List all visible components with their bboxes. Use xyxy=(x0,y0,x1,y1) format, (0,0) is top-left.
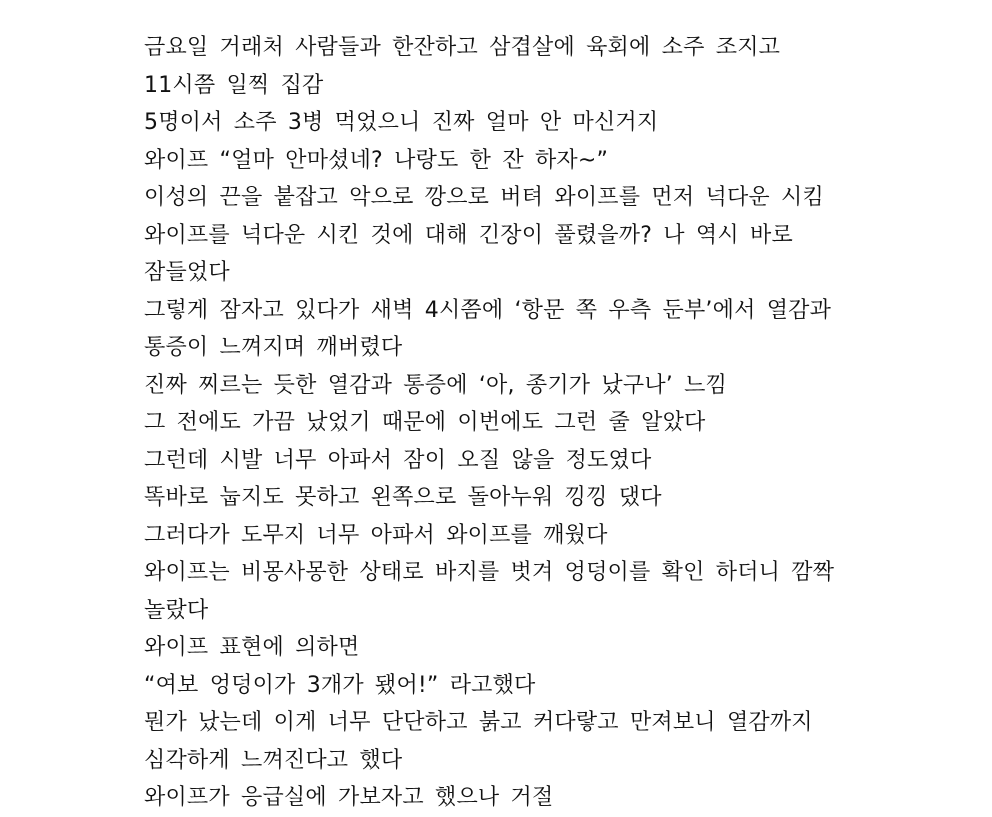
text-line: 와이프는 비몽사몽한 상태로 바지를 벗겨 엉덩이를 확인 하더니 깜짝 xyxy=(144,560,835,585)
text-line: 11시쯤 일찍 집감 xyxy=(144,72,324,98)
text-line: 그러다가 도무지 너무 아파서 와이프를 깨웠다 xyxy=(144,522,608,548)
text-line: 똑바로 눕지도 못하고 왼쪽으로 돌아누워 낑낑 댔다 xyxy=(144,485,662,510)
text-line: 그 전에도 가끔 났었기 때문에 이번에도 그런 줄 알았다 xyxy=(144,410,706,435)
text-line: 통증이 느껴지며 깨버렸다 xyxy=(144,335,403,360)
text-line: 잠들었다 xyxy=(144,260,230,285)
text-line: “여보 엉덩이가 3개가 됐어!” 라고했다 xyxy=(144,672,536,698)
document-body xyxy=(144,29,964,817)
text-line: 심각하게 느껴진다고 했다 xyxy=(144,747,403,773)
text-line: 금요일 거래처 사람들과 한잔하고 삼겹살에 육회에 소주 조지고 xyxy=(144,35,781,60)
text-line: 와이프를 넉다운 시킨 것에 대해 긴장이 풀렸을까? 나 역시 바로 xyxy=(144,222,793,248)
text-line: 놀랐다 xyxy=(144,597,209,623)
text-line: 이성의 끈을 붙잡고 악으로 깡으로 버텨 와이프를 먼저 넉다운 시킴 xyxy=(144,185,824,210)
text-line: 그런데 시발 너무 아파서 잠이 오질 않을 정도였다 xyxy=(144,447,652,473)
text-line: 진짜 찌르는 듯한 열감과 통증에 ‘아, 종기가 났구나’ 느낌 xyxy=(144,372,728,398)
text-line: 그렇게 잠자고 있다가 새벽 4시쯤에 ‘항문 쪽 우측 둔부’에서 열감과 xyxy=(144,297,832,323)
text-line: 와이프가 응급실에 가보자고 했으나 거절 xyxy=(144,785,554,810)
text-line: 5명이서 소주 3병 먹었으니 진짜 얼마 안 마신거지 xyxy=(144,110,659,135)
text-line: 뭔가 났는데 이게 너무 단단하고 붉고 커다랗고 만져보니 열감까지 xyxy=(144,710,813,735)
text-line: 와이프 표현에 의하면 xyxy=(144,635,360,660)
text-line: 와이프 “얼마 안마셨네? 나랑도 한 잔 하자~” xyxy=(144,147,609,173)
